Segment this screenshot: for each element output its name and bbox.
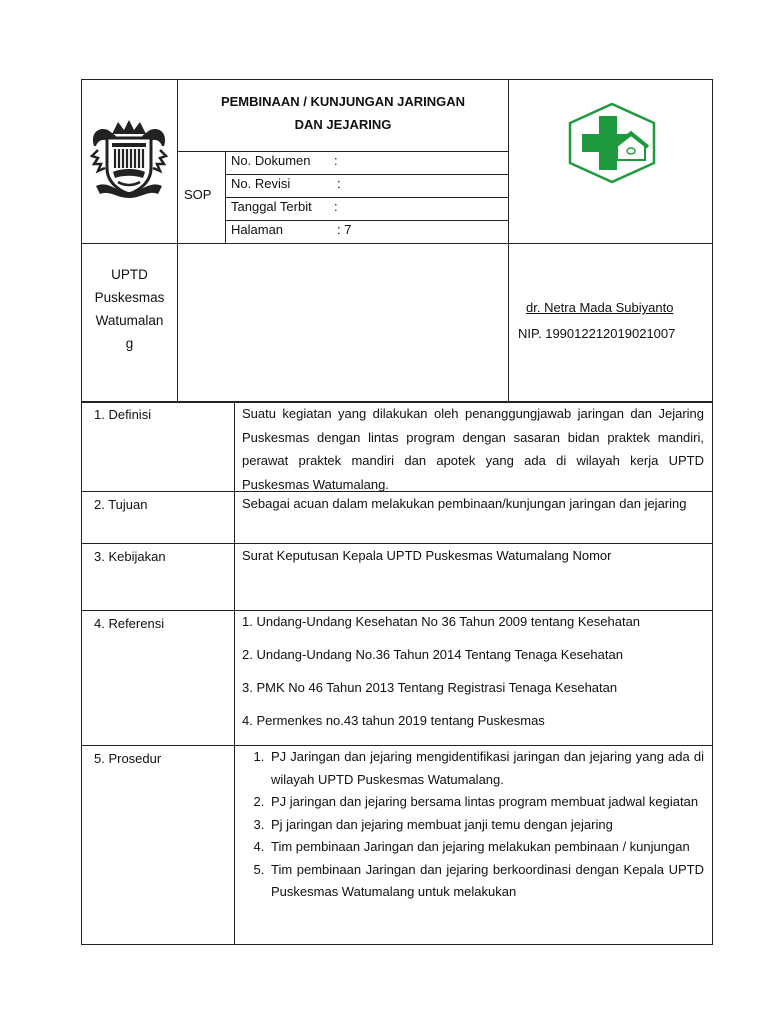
procedure-step: 5. Tim pembinaan Jaringan dan jejaring berkoordinasi dengan Kepala UPTD Puskesmas Watumalang untuk melakukan <box>268 859 704 904</box>
signatory-name: dr. Netra Mada Subiyanto <box>526 300 674 315</box>
unit-name-line-1: UPTD <box>111 267 148 282</box>
unit-name-line-3: Watumalan <box>95 313 164 328</box>
page-label: Halaman <box>231 222 284 237</box>
reference-item: 2. Undang-Undang No.36 Tahun 2014 Tentang Tenaga Kesehatan <box>242 647 623 662</box>
unit-name <box>81 263 178 355</box>
section-procedure <box>81 746 713 945</box>
section-policy <box>81 544 713 611</box>
document-title-line-1: PEMBINAAN / KUNJUNGAN JARINGAN <box>220 94 466 109</box>
section-label: 5. Prosedur <box>94 751 162 766</box>
definition-text: Suatu kegiatan yang dilakukan oleh penanggungjawab jaringan dan Jejaring Puskesmas dengan lintas program dengan sasaran bidan praktek mandiri, perawat praktek mandiri dan apotek yang ada di wilayah kerja UPTD Puskesmas Watumalang. <box>242 406 704 492</box>
signatory-nip: NIP. 199012212019021007 <box>518 326 676 341</box>
publish-date-value: : <box>334 199 338 214</box>
sop-label: SOP <box>184 187 212 202</box>
column-divider <box>234 611 235 745</box>
field-line-1 <box>225 174 508 175</box>
section-content <box>242 402 704 496</box>
doc-number-label: No. Dokumen <box>231 153 311 168</box>
section-content <box>242 492 704 516</box>
section-content <box>242 544 704 568</box>
policy-text: Surat Keputusan Kepala UPTD Puskesmas Watumalang Nomor <box>242 548 612 563</box>
section-label: 4. Referensi <box>94 616 165 631</box>
procedure-step: 4. Tim pembinaan Jaringan dan jejaring melakukan pembinaan / kunjungan <box>268 836 704 859</box>
revision-label: No. Revisi <box>231 176 291 191</box>
procedure-step: 1. PJ Jaringan dan jejaring mengidentifikasi jaringan dan jejaring yang ada di wilayah UPTD Puskesmas Watumalang. <box>268 746 704 791</box>
section-definition <box>81 401 713 492</box>
revision-value: : <box>337 176 341 191</box>
unit-name-line-2: Puskesmas <box>94 290 165 305</box>
document-title <box>178 90 508 136</box>
doc-number-value: : <box>334 153 338 168</box>
page-value: : 7 <box>337 222 352 237</box>
section-purpose <box>81 492 713 544</box>
field-line-2 <box>225 197 508 198</box>
section-label: 1. Definisi <box>94 407 152 422</box>
section-label: 2. Tujuan <box>94 497 148 512</box>
column-divider <box>234 746 235 944</box>
column-divider <box>234 492 235 543</box>
section-content <box>242 611 704 732</box>
title-bottom-line <box>177 151 508 152</box>
reference-item: 3. PMK No 46 Tahun 2013 Tentang Registrasi Tenaga Kesehatan <box>242 680 618 695</box>
purpose-text: Sebagai acuan dalam melakukan pembinaan/kunjungan jaringan dan jejaring <box>242 496 687 511</box>
unit-name-line-4: g <box>125 336 134 351</box>
section-content <box>242 746 704 904</box>
header-divider-right <box>508 79 509 403</box>
section-label: 3. Kebijakan <box>94 549 166 564</box>
procedure-step: 3. Pj jaringan dan jejaring membuat janji temu dengan jejaring <box>268 814 704 837</box>
procedure-list <box>242 746 704 904</box>
header-middle-line <box>81 243 713 244</box>
puskesmas-logo <box>567 102 657 184</box>
reference-item: 4. Permenkes no.43 tahun 2019 tentang Puskesmas <box>242 713 545 728</box>
column-divider <box>234 544 235 610</box>
section-references <box>81 611 713 746</box>
regional-emblem-logo <box>88 116 170 200</box>
document-title-line-2: DAN JEJARING <box>294 117 392 132</box>
publish-date-label: Tanggal Terbit <box>231 199 312 214</box>
column-divider <box>234 402 235 491</box>
procedure-step: 2. PJ jaringan dan jejaring bersama lintas program membuat jadwal kegiatan <box>268 791 704 814</box>
reference-item: 1. Undang-Undang Kesehatan No 36 Tahun 2009 tentang Kesehatan <box>242 614 641 629</box>
field-line-3 <box>225 220 508 221</box>
